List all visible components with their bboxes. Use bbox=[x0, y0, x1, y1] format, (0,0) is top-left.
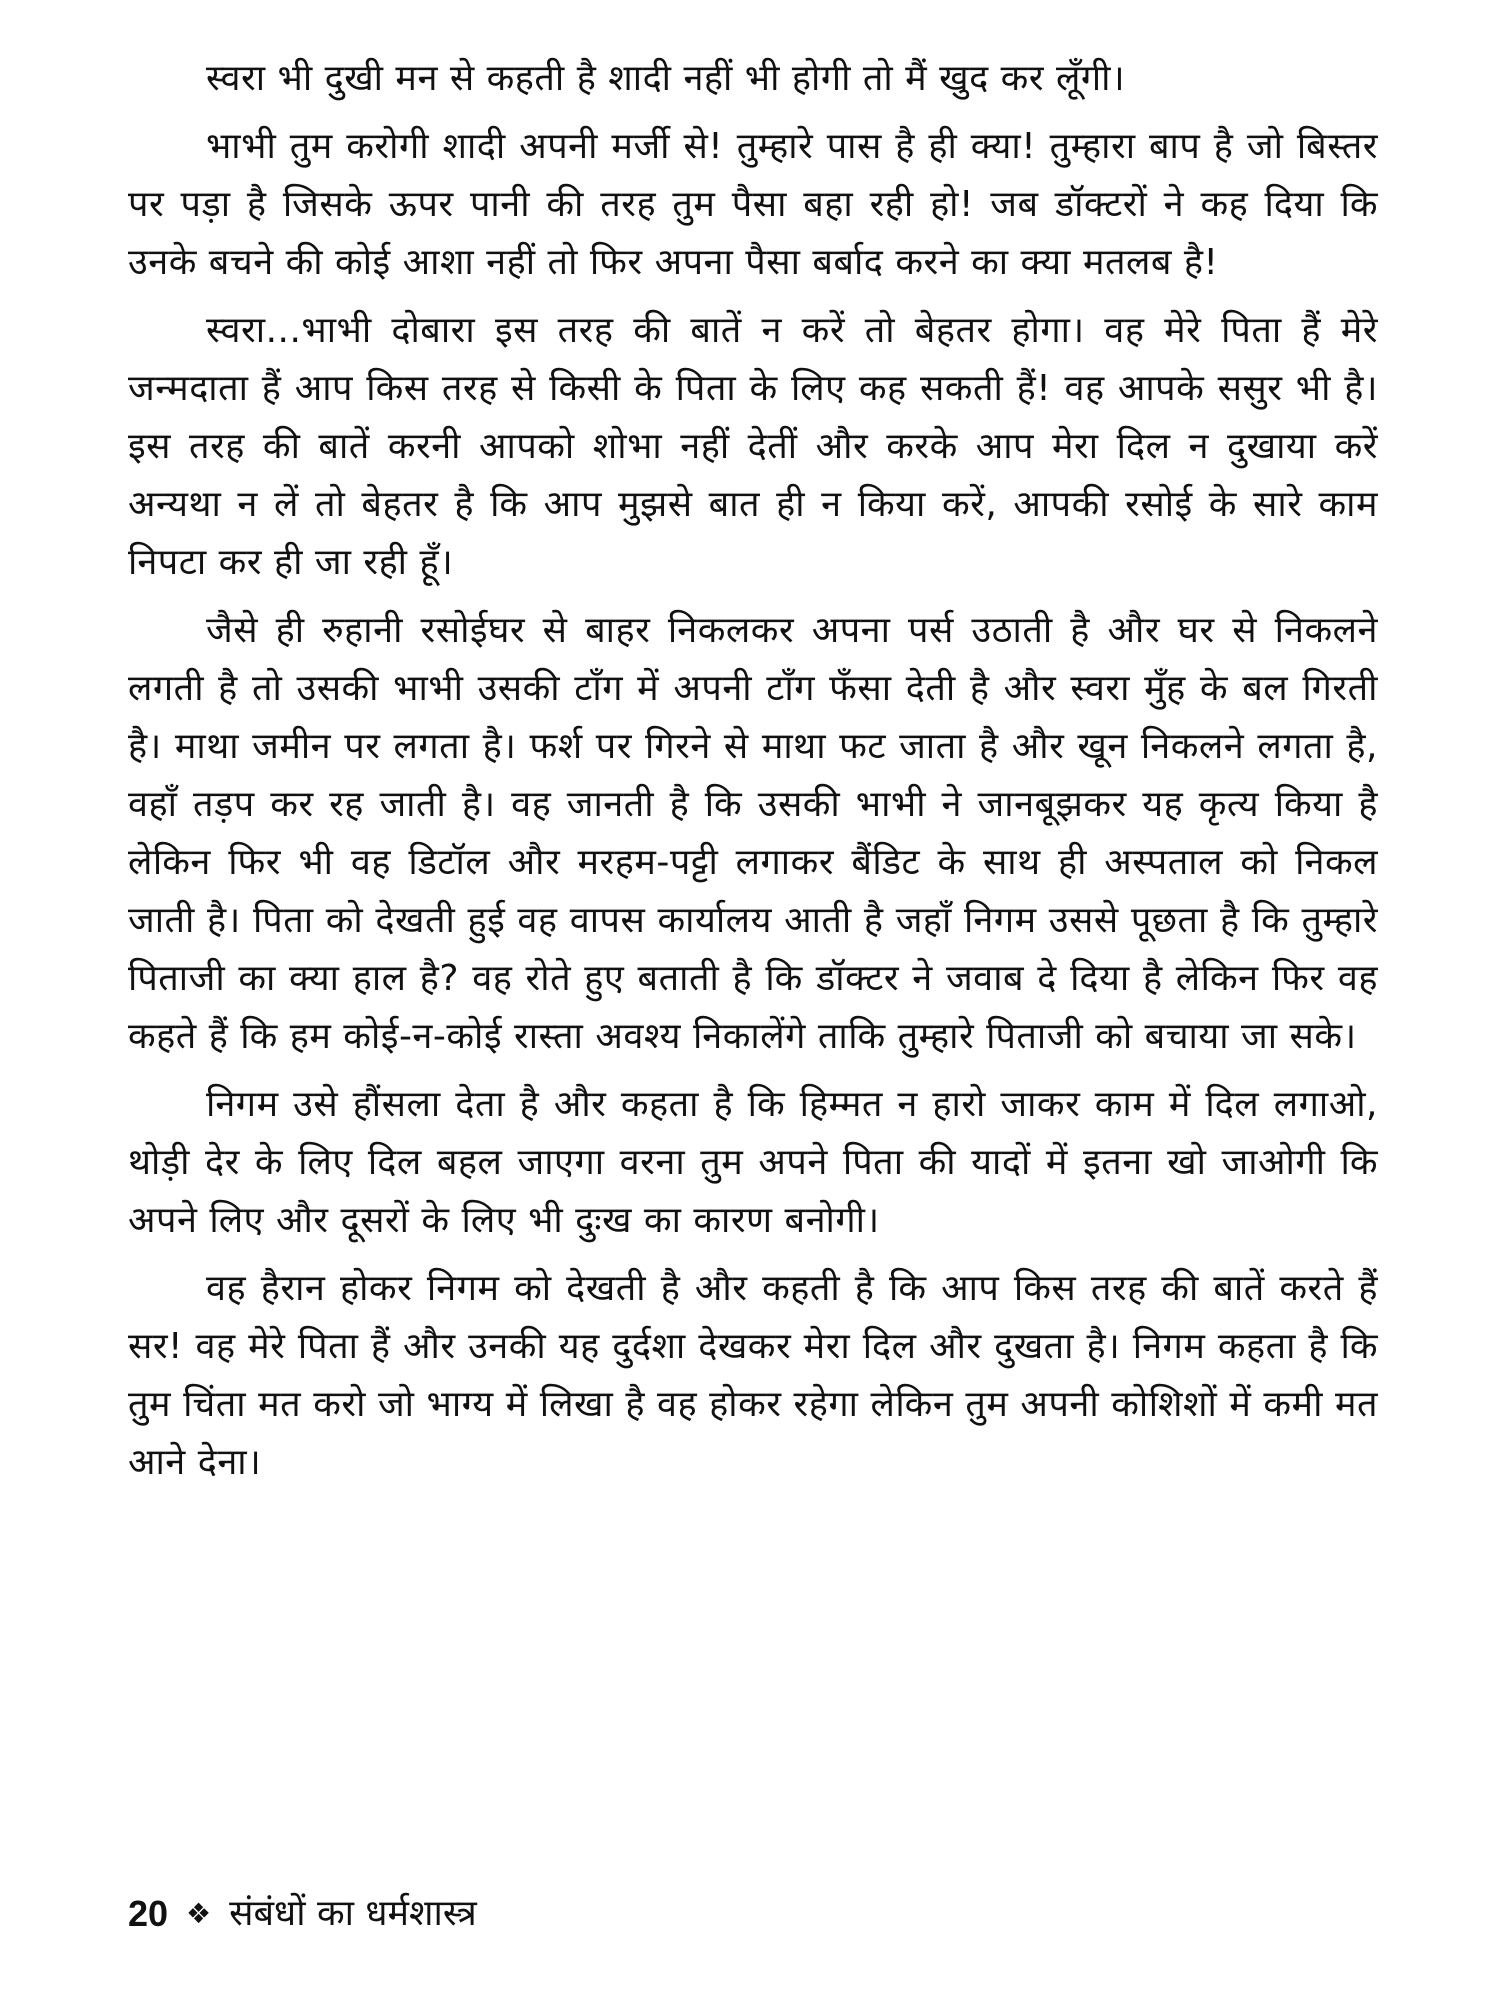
paragraph-3: स्वरा...भाभी दोबारा इस तरह की बातें न करें तो बेहतर होगा। वह मेरे पिता हैं मेरे जन्मदाता हैं आप किस तरह से किसी के पिता के लिए कह सकती हैं! वह आपके ससुर भी है। इस तरह की बातें करनी आपको शोभा नहीं देतीं और करके आप मेरा दिल न दुखाया करें अन्यथा न लें तो बेहतर है कि आप मुझसे बात ही न किया करें, आपकी रसोई के सारे काम निपटा कर ही जा रही हूँ। bbox=[128, 310, 1378, 583]
paragraph-4: जैसे ही रुहानी रसोईघर से बाहर निकलकर अपना पर्स उठाती है और घर से निकलने लगती है तो उसकी भाभी उसकी टाँग में अपनी टाँग फँसा देती है और स्वरा मुँह के बल गिरती है। माथा जमीन पर लगता है। फर्श पर गिरने से माथा फट जाता है और खून निकलने लगता है, वहाँ तड़प कर रह जाती है। वह जानती है कि उसकी भाभी ने जानबूझकर यह कृत्य किया है लेकिन फिर भी वह डिटॉल और मरहम-पट्टी लगाकर बैंडिट के साथ ही अस्पताल को निकल जाती है। पिता को देखती हुई वह वापस कार्यालय आती है जहाँ निगम उससे पूछता है कि तुम्हारे पिताजी का क्या हाल है? वह रोते हुए बताती है कि डॉक्टर ने जवाब दे दिया है लेकिन फिर वह कहते हैं कि हम कोई-न-कोई रास्ता अवश्य निकालेंगे ताकि तुम्हारे पिताजी को बचाया जा सके। bbox=[128, 610, 1378, 1057]
diamond-ornament-icon: ❖ bbox=[186, 1897, 212, 1930]
book-title: संबंधों का धर्मशास्त्र bbox=[229, 1893, 477, 1934]
page-footer bbox=[128, 1890, 477, 1938]
book-page bbox=[128, 50, 1378, 1950]
body-text bbox=[128, 50, 1378, 1492]
page-number: 20 bbox=[128, 1893, 169, 1934]
paragraph-6: वह हैरान होकर निगम को देखती है और कहती है कि आप किस तरह की बातें करते हैं सर! वह मेरे पिता हैं और उनकी यह दुर्दशा देखकर मेरा दिल और दुखता है। निगम कहता है कि तुम चिंता मत करो जो भाग्य में लिखा है वह होकर रहेगा लेकिन तुम अपनी कोशिशों में कमी मत आने देना। bbox=[128, 1268, 1378, 1483]
paragraph-1: स्वरा भी दुखी मन से कहती है शादी नहीं भी होगी तो मैं खुद कर लूँगी। bbox=[206, 58, 1126, 99]
paragraph-2: भाभी तुम करोगी शादी अपनी मर्जी से! तुम्हारे पास है ही क्या! तुम्हारा बाप है जो बिस्तर पर पड़ा है जिसके ऊपर पानी की तरह तुम पैसा बहा रही हो! जब डॉक्टरों ने कह दिया कि उनके बचने की कोई आशा नहीं तो फिर अपना पैसा बर्बाद करने का क्या मतलब है! bbox=[128, 126, 1378, 283]
paragraph-5: निगम उसे हौंसला देता है और कहता है कि हिम्मत न हारो जाकर काम में दिल लगाओ, थोड़ी देर के लिए दिल बहल जाएगा वरना तुम अपने पिता की यादों में इतना खो जाओगी कि अपने लिए और दूसरों के लिए भी दुःख का कारण बनोगी। bbox=[128, 1084, 1378, 1241]
